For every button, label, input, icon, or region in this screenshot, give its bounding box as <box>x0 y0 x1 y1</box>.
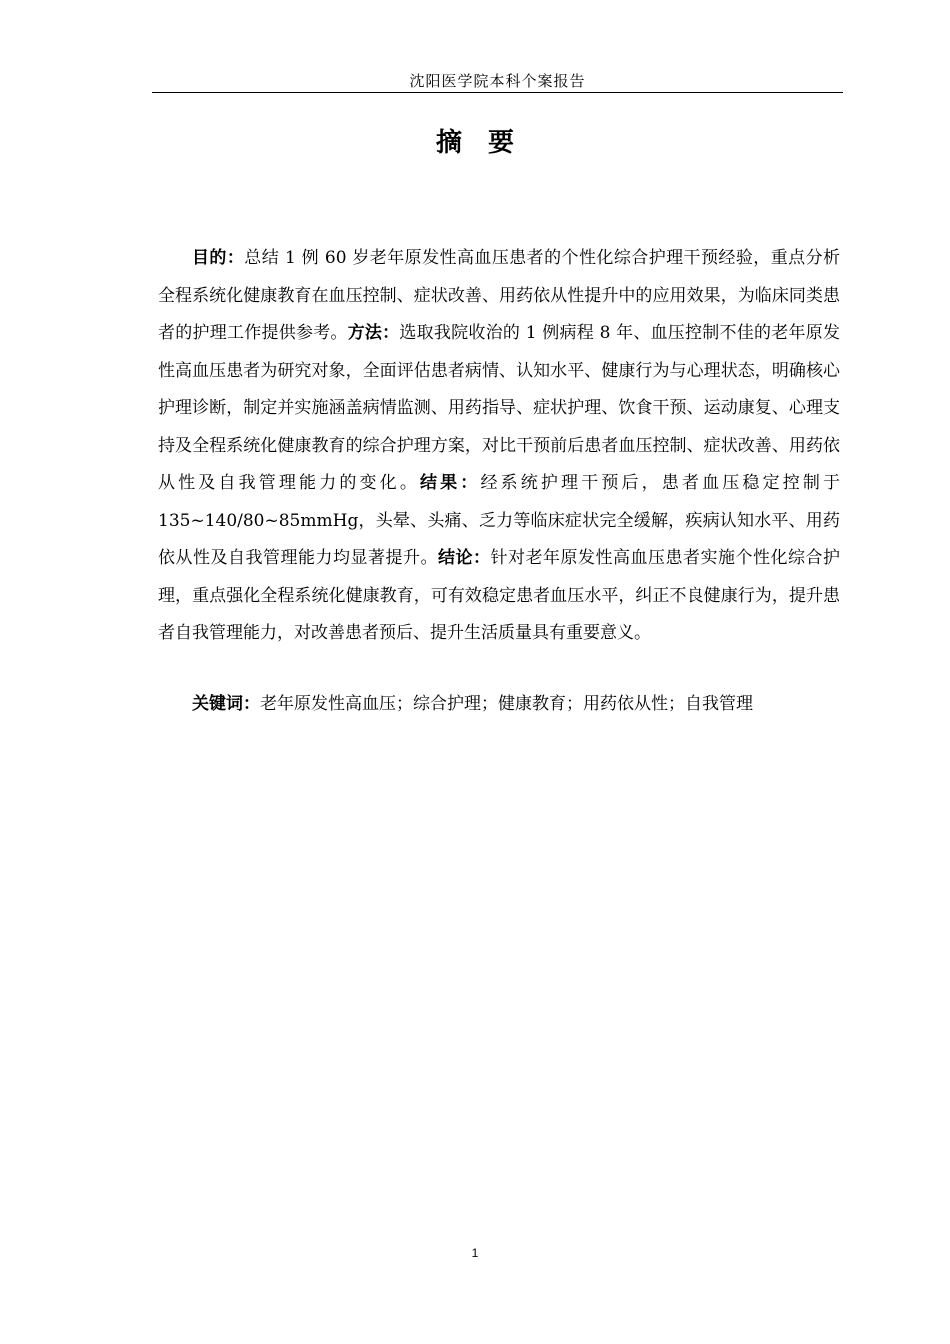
conclusion-text: 针对老年原发性高血压患者实施个性化综合护理，重点强化全程系统化健康教育，可有效稳定患者血压水平，纠正不良健康行为，提升患者自我管理能力，对改善患者预后、提升生活质量具有重要意义。 <box>158 548 840 643</box>
page-number: 1 <box>471 1246 479 1260</box>
abstract-paragraph <box>158 240 840 653</box>
result-text: 经系统护理干预后，患者血压稳定控制于 135~140/80~85mmHg，头晕、头痛、乏力等临床症状完全缓解，疾病认知水平、用药依从性及自我管理能力均显著提升。 <box>158 473 841 568</box>
page-header: 沈阳医学院本科个案报告 <box>152 70 843 93</box>
result-label: 结果： <box>419 473 481 493</box>
method-label: 方法： <box>347 323 400 343</box>
keywords-text: 老年原发性高血压；综合护理；健康教育；用药依从性；自我管理 <box>260 694 753 714</box>
keywords-paragraph <box>158 686 840 724</box>
conclusion-label: 结论： <box>438 548 491 568</box>
method-text: 选取我院收治的 1 例病程 8 年、血压控制不佳的老年原发性高血压患者为研究对象，全面评估患者病情、认知水平、健康行为与心理状态，明确核心护理诊断，制定并实施涵盖病情监测、用药指导、症状护理、饮食干预、运动康复、心理支持及全程系统化健康教育的综合护理方案，对比干预前后患者血压控制、症状改善、用药依从性及自我管理能力的变化。 <box>158 323 841 493</box>
keywords-label: 关键词： <box>192 694 260 714</box>
page-title: 摘要 <box>435 128 540 158</box>
objective-label: 目的： <box>192 248 245 268</box>
objective-text: 总结 1 例 60 岁老年原发性高血压患者的个性化综合护理干预经验，重点分析全程系统化健康教育在血压控制、症状改善、用药依从性提升中的应用效果，为临床同类患者的护理工作提供参考。 <box>158 248 841 343</box>
